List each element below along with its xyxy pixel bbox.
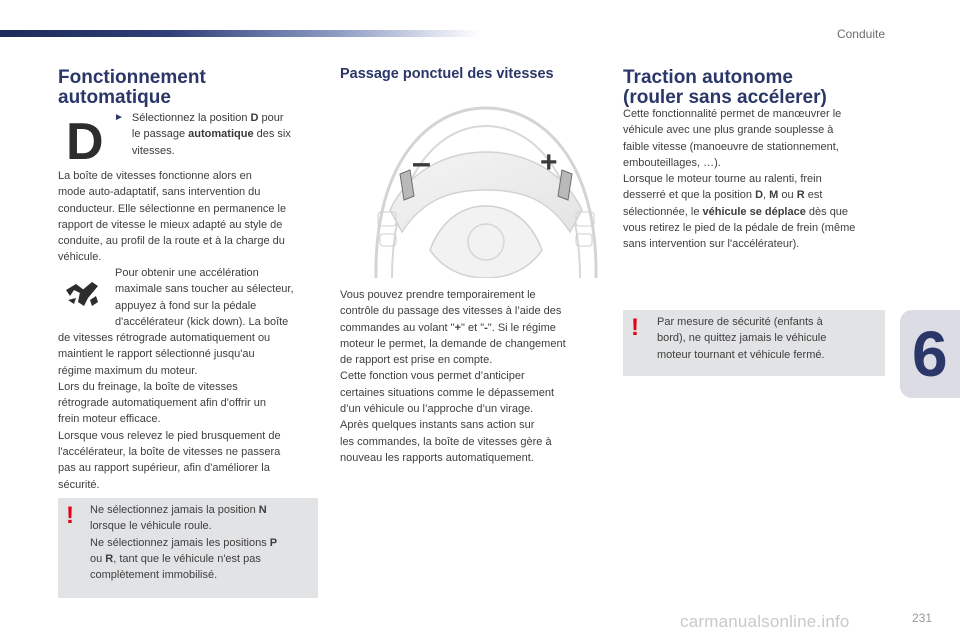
chapter-tab <box>900 310 960 398</box>
minus-symbol: – <box>412 144 431 182</box>
plus-symbol: + <box>540 146 558 179</box>
heading-traction-autonome: Traction autonome (rouler sans accélerer) <box>623 67 827 108</box>
bullet-icon: ► <box>114 112 124 123</box>
warning-icon: ! <box>66 502 74 529</box>
chapter-number: 6 <box>912 318 948 390</box>
warning-text: Ne sélectionnez jamais la position N lorsque le véhicule roule. Ne sélectionnez jamais les positions P ou R, tant que le véhicule n'est pas complètement immobilisé. <box>90 504 278 582</box>
steering-wheel-illustration <box>370 100 602 278</box>
warning-icon: ! <box>631 314 639 341</box>
kickdown-paragraph: Pour obtenir une accélération maximale sans toucher au sélecteur, appuyez à fond sur la pédale d'accélérateur (kick down). La boîte <box>115 267 294 328</box>
heading-fonctionnement: Fonctionnement automatique <box>58 67 206 108</box>
heading-passage-ponctuel: Passage ponctuel des vitesses <box>340 66 554 82</box>
warning-box-safety <box>623 310 885 376</box>
auto-adaptive-paragraph: La boîte de vitesses fonctionne alors en mode auto-adaptatif, sans intervention du conducteur. Elle sélectionne en permanence le rapport de vitesse le mieux adapté au style de conduite, au profil de la route et à la charge du véhicule. <box>58 170 287 264</box>
page-number: 231 <box>912 611 933 625</box>
kickdown-pedal-icon <box>62 276 102 310</box>
section-title: Conduite <box>836 27 885 41</box>
downshift-paragraph: de vitesses rétrograde automatiquement ou maintient le rapport sélectionné jusqu'au régime maximum du moteur. Lors du freinage, la boîte de vitesses rétrograde automatiquement afin d'offrir un frein moteur efficace. Lorsque vous relevez le pied brusquement de l'accélérateur, la boîte de vitesses ne passera pas au rapport supérieur, afin d'améliorer la sécurité. <box>58 332 281 491</box>
warning-text: Par mesure de sécurité (enfants à bord), ne quittez jamais le véhicule moteur tournant et véhicule fermé. <box>657 316 827 361</box>
watermark: carmanualsonline.info <box>680 612 850 631</box>
header-gradient-bar <box>0 30 480 37</box>
gear-d-symbol: D <box>66 113 104 171</box>
manual-shift-paragraph: Vous pouvez prendre temporairement le contrôle du passage des vitesses à l’aide des commandes au volant "+" et "-". Si le régime moteur le permet, la demande de changement de rapport est prise en compte. Cette fonction vous permet d’anticiper certaines situations comme le dépassement d’un véhicule ou l’approche d’un virage. Après quelques instants sans action sur les commandes, la boîte de vitesses gère à nouveau les rapports automatiquement. <box>340 289 566 464</box>
warning-box-n-position <box>58 498 318 598</box>
bullet-select-d: ► Sélectionnez la position D pour le passage automatique des six vitesses. <box>114 110 319 159</box>
creep-paragraph: Cette fonctionnalité permet de manœuvrer le véhicule avec une plus grande souplesse à faible vitesse (manoeuvre de stationnement, embouteillages, …). Lorsque le moteur tourne au ralenti, frein desserré et que la position D, M ou R est sélectionnée, le véhicule se déplace dès que vous retirez le pied de la pédale de frein (même sans intervention sur l'accélérateur). <box>623 108 856 251</box>
